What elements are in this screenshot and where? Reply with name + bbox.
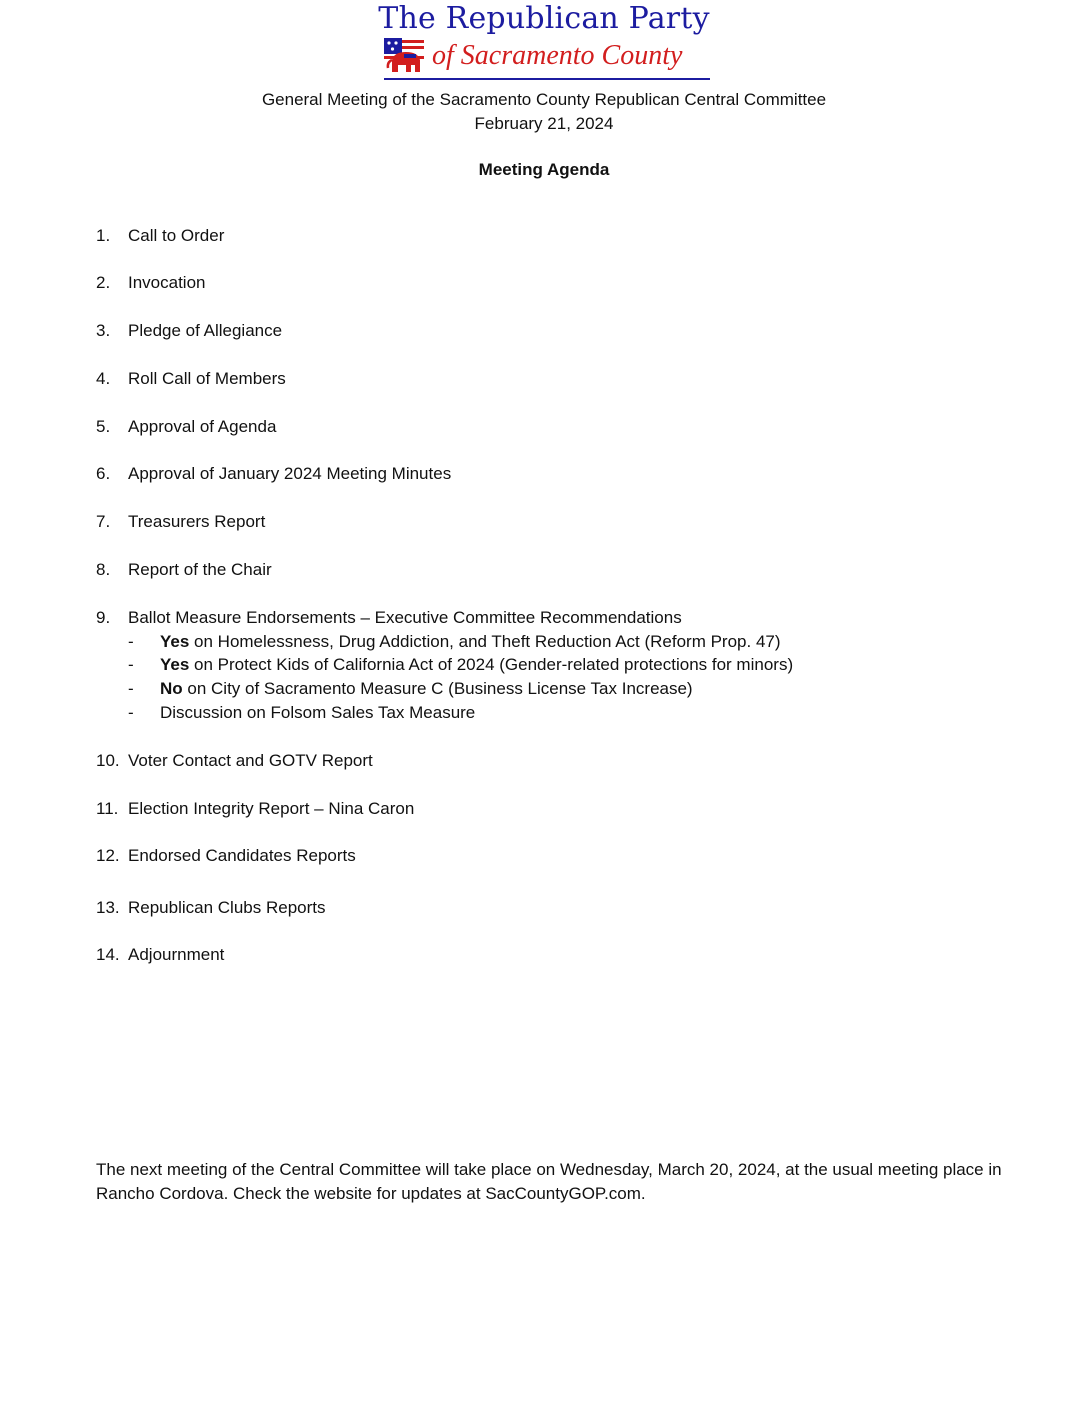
agenda-item: 13. Republican Clubs Reports (96, 898, 326, 917)
agenda-item: 14. Adjournment (96, 945, 225, 964)
elephant-flag-icon (384, 38, 424, 74)
agenda-item: 8. Report of the Chair (96, 560, 272, 579)
agenda-item: 12. Endorsed Candidates Reports (96, 846, 356, 865)
meeting-title: General Meeting of the Sacramento County Republican Central Committee (261, 90, 827, 109)
party-logo (0, 0, 1088, 84)
agenda-item: 7. Treasurers Report (96, 512, 266, 531)
ballot-measure-item: - No on City of Sacramento Measure C (Business License Tax Increase) (128, 679, 693, 698)
logo-underline (384, 78, 710, 80)
meeting-date: February 21, 2024 (474, 114, 614, 133)
ballot-measure-item: - Yes on Homelessness, Drug Addiction, and Theft Reduction Act (Reform Prop. 47) (128, 632, 781, 651)
ballot-measure-item: - Yes on Protect Kids of California Act of 2024 (Gender-related protections for minors) (128, 655, 794, 674)
agenda-item: 1. Call to Order (96, 226, 225, 245)
agenda-item: 6. Approval of January 2024 Meeting Minutes (96, 464, 452, 483)
agenda-item: 11. Election Integrity Report – Nina Caron (96, 799, 415, 818)
agenda-title: Meeting Agenda (478, 160, 610, 179)
ballot-measure-item: - Discussion on Folsom Sales Tax Measure (128, 703, 476, 722)
logo-subtitle: of Sacramento County (432, 40, 683, 71)
agenda-item: 9. Ballot Measure Endorsements – Executive Committee Recommendations (96, 608, 682, 627)
logo-title: The Republican Party (378, 1, 710, 36)
agenda-item: 10. Voter Contact and GOTV Report (96, 751, 373, 770)
agenda-item: 2. Invocation (96, 273, 206, 292)
agenda-item: 3. Pledge of Allegiance (96, 321, 283, 340)
next-meeting-note: The next meeting of the Central Committee will take place on Wednesday, March 20, 2024, at the usual meeting place in Rancho Cordova. Check the website for updates at SacCountyGOP.com. (96, 1160, 1002, 1203)
agenda-item: 4. Roll Call of Members (96, 369, 286, 388)
agenda-item: 5. Approval of Agenda (96, 417, 277, 436)
meeting-header (0, 88, 1088, 136)
